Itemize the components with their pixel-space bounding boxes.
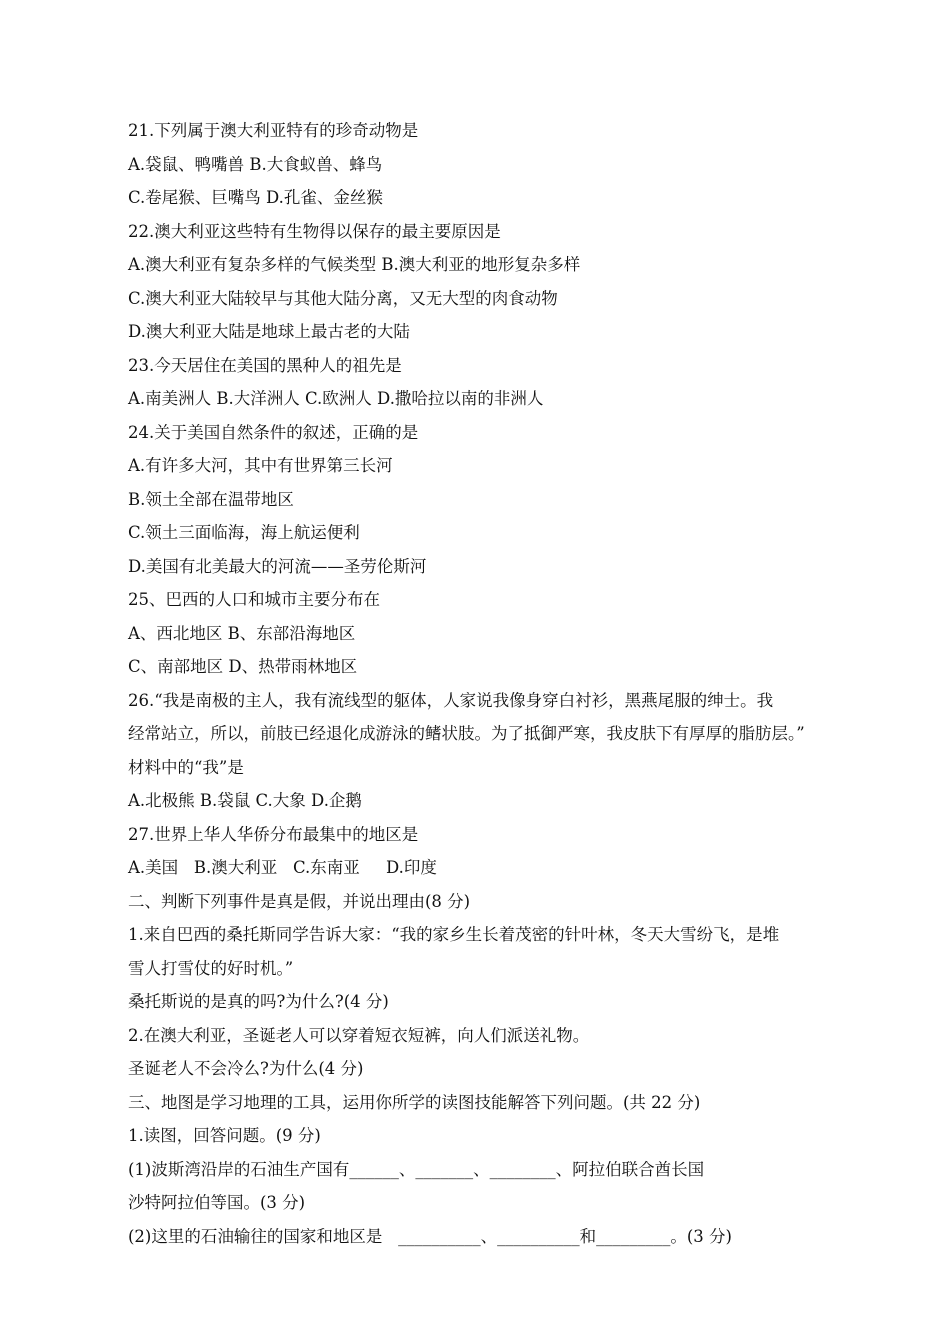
section-2-item-2: 2.在澳大利亚，圣诞老人可以穿着短衣短裤，向人们派送礼物。 xyxy=(128,1025,590,1045)
question-22-options-ab: A.澳大利亚有复杂多样的气候类型 B.澳大利亚的地形复杂多样 xyxy=(128,255,581,274)
document-body xyxy=(128,114,868,1253)
question-25-options-cd: C、南部地区 D、热带雨林地区 xyxy=(128,657,358,676)
question-21: 21.下列属于澳大利亚特有的珍奇动物是 xyxy=(128,121,419,140)
question-22-option-d: D.澳大利亚大陆是地球上最古老的大陆 xyxy=(128,322,410,341)
section-3-item-1-sub-1-line-2: 沙特阿拉伯等国。(3 分) xyxy=(128,1193,306,1212)
question-26-line-2: 经常站立，所以，前肢已经退化成游泳的鳍状肢。为了抵御严寒，我皮肤下有厚厚的脂肪层。” xyxy=(128,724,805,743)
question-27-options: A.美国 B.澳大利亚 C.东南亚 D.印度 xyxy=(128,858,437,877)
question-21-options-ab: A.袋鼠、鸭嘴兽 B.大食蚁兽、蜂鸟 xyxy=(128,154,383,174)
question-23: 23.今天居住在美国的黑种人的祖先是 xyxy=(128,355,402,375)
section-2-item-1-question: 桑托斯说的是真的吗?为什么?(4 分) xyxy=(128,992,389,1011)
section-3-item-1: 1.读图，回答问题。(9 分) xyxy=(128,1126,321,1145)
question-27: 27.世界上华人华侨分布最集中的地区是 xyxy=(128,824,419,844)
section-2-item-1-line-2: 雪人打雪仗的好时机。” xyxy=(128,958,294,978)
question-24-option-d: D.美国有北美最大的河流——圣劳伦斯河 xyxy=(128,556,427,576)
section-3-item-1-sub-1-line-1: (1)波斯湾沿岸的石油生产国有______、_______、________、阿拉伯联合酋长国 xyxy=(128,1159,705,1179)
question-26-options: A.北极熊 B.袋鼠 C.大象 D.企鹅 xyxy=(128,791,362,810)
question-24-option-b: B.领土全部在温带地区 xyxy=(128,489,294,509)
question-24-option-c: C.领土三面临海，海上航运便利 xyxy=(128,523,360,542)
section-2-item-1-line-1: 1.来自巴西的桑托斯同学告诉大家：“我的家乡生长着茂密的针叶林，冬天大雪纷飞，是堆 xyxy=(128,925,780,944)
question-26-line-1: 26.“我是南极的主人，我有流线型的躯体，人家说我像身穿白衬衫，黑燕尾服的绅士。我 xyxy=(128,690,774,710)
section-2-item-2-question: 圣诞老人不会冷么?为什么(4 分) xyxy=(128,1059,364,1078)
question-25-options-ab: A、西北地区 B、东部沿海地区 xyxy=(128,623,356,643)
question-25: 25、巴西的人口和城市主要分布在 xyxy=(128,590,380,609)
question-23-options: A.南美洲人 B.大洋洲人 C.欧洲人 D.撒哈拉以南的非洲人 xyxy=(128,389,544,408)
question-26-line-3: 材料中的“我”是 xyxy=(128,757,244,777)
question-24: 24.关于美国自然条件的叙述，正确的是 xyxy=(128,422,419,442)
section-3-item-1-sub-2: (2)这里的石油输往的国家和地区是 __________、__________和_________。(3 分) xyxy=(128,1226,732,1246)
section-2-heading: 二、判断下列事件是真是假，并说出理由(8 分) xyxy=(128,891,471,911)
question-22: 22.澳大利亚这些特有生物得以保存的最主要原因是 xyxy=(128,221,501,241)
question-22-option-c: C.澳大利亚大陆较早与其他大陆分离，又无大型的肉食动物 xyxy=(128,288,558,308)
section-3-heading: 三、地图是学习地理的工具，运用你所学的读图技能解答下列问题。(共 22 分) xyxy=(128,1092,701,1112)
question-24-option-a: A.有许多大河，其中有世界第三长河 xyxy=(128,456,393,475)
question-21-options-cd: C.卷尾猴、巨嘴鸟 D.孔雀、金丝猴 xyxy=(128,188,383,207)
